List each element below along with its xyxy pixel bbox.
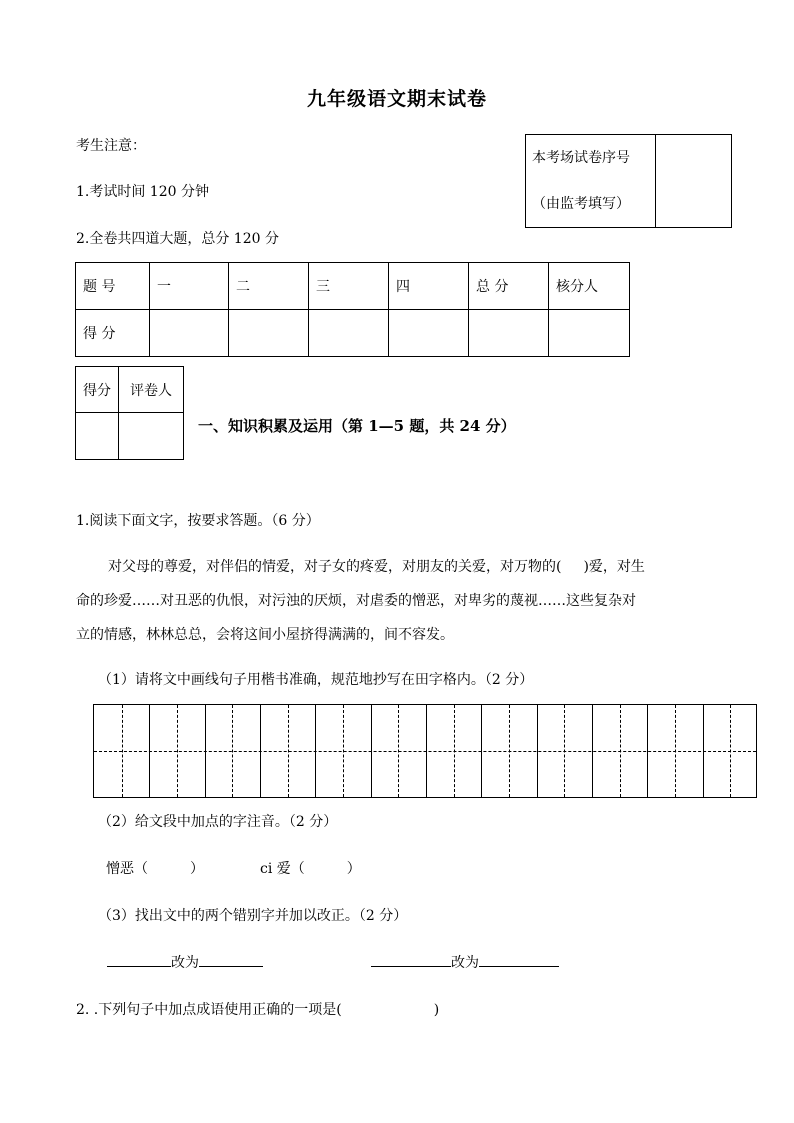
grid-cell-border [537, 705, 538, 797]
score-header-cell: 二 [229, 263, 309, 310]
grid-vertical-dash [232, 705, 233, 797]
score-table [75, 262, 630, 357]
score-cell[interactable] [469, 310, 549, 357]
correction-2-right-blank[interactable] [479, 952, 559, 967]
grader-name-label: 评卷人 [119, 367, 184, 413]
grid-vertical-dash [343, 705, 344, 797]
score-header-cell: 三 [309, 263, 389, 310]
exam-title: 九年级语文期末试卷 [306, 88, 487, 110]
score-cell[interactable] [229, 310, 309, 357]
passage-line-1-text: 对父母的尊爱，对伴侣的情爱，对子女的疼爱，对朋友的关爱，对万物的( [108, 559, 562, 575]
pinyin-item-1-text: 憎恶（ [106, 861, 148, 877]
question-1-prompt: 1.阅读下面文字，按要求答题。（6 分） [76, 513, 320, 529]
seat-number-cell[interactable] [656, 135, 732, 228]
notice-total: 2.全卷共四道大题，总分 120 分 [76, 231, 279, 247]
score-cell[interactable] [150, 310, 229, 357]
section-1-title: 一、知识积累及运用（第 1—5 题，共 24 分） [198, 417, 516, 435]
correction-1-label: 改为 [171, 955, 199, 971]
grid-horizontal-dash [94, 751, 756, 752]
pinyin-item-2-text: ci 爱（ [260, 861, 305, 877]
score-cell[interactable] [549, 310, 630, 357]
grid-cell-border [647, 705, 648, 797]
score-header-cell: 题 号 [76, 263, 150, 310]
score-row-label: 得 分 [76, 310, 150, 357]
pinyin-item-2 [260, 858, 361, 878]
correction-2-wrong-blank[interactable] [371, 952, 451, 967]
sub-question-3: （3）找出文中的两个错别字并加以改正。（2 分） [98, 908, 408, 924]
grader-score-cell[interactable] [76, 413, 119, 460]
passage-line-2: 命的珍爱……对丑恶的仇恨，对污浊的厌烦，对虐委的憎恶，对卑劣的蔑视……这些复杂对 [76, 593, 636, 609]
grid-cell-border [481, 705, 482, 797]
pinyin-item-1-end: ） [190, 861, 204, 877]
sub-question-1: （1）请将文中画线句子用楷书准确，规范地抄写在田字格内。（2 分） [98, 672, 534, 688]
grader-score-label: 得分 [76, 367, 119, 413]
grid-vertical-dash [398, 705, 399, 797]
correction-1-right-blank[interactable] [199, 952, 263, 967]
grid-vertical-dash [454, 705, 455, 797]
seat-number-label-line1: 本考场试卷序号 [532, 150, 630, 166]
score-header-cell: 四 [389, 263, 469, 310]
grid-cell-border [426, 705, 427, 797]
score-cell[interactable] [389, 310, 469, 357]
grid-vertical-dash [122, 705, 123, 797]
notice-time: 1.考试时间 120 分钟 [76, 184, 209, 200]
grid-cell-border [315, 705, 316, 797]
grid-cell-border [592, 705, 593, 797]
correction-2 [371, 952, 559, 972]
passage-line-1-end: )爱，对生 [583, 559, 645, 575]
seat-number-box [525, 134, 732, 228]
correction-2-label: 改为 [451, 955, 479, 971]
grid-cell-border [371, 705, 372, 797]
grid-cell-border [260, 705, 261, 797]
passage-line-3: 立的情感，林林总总，会将这间小屋挤得满满的，间不容发。 [76, 627, 454, 643]
score-header-cell: 核分人 [549, 263, 630, 310]
grid-vertical-dash [730, 705, 731, 797]
grid-vertical-dash [288, 705, 289, 797]
grid-cell-border [149, 705, 150, 797]
question-2-prompt-text: 2. .下列句子中加点成语使用正确的一项是( [76, 1002, 342, 1018]
score-table-score-row [76, 310, 630, 357]
grid-vertical-dash [564, 705, 565, 797]
question-2-prompt [76, 999, 439, 1019]
passage-line-1 [108, 556, 645, 576]
pinyin-item-1 [106, 858, 204, 878]
grid-vertical-dash [675, 705, 676, 797]
score-header-cell: 总 分 [469, 263, 549, 310]
correction-1 [107, 952, 263, 972]
grid-vertical-dash [177, 705, 178, 797]
grader-name-cell[interactable] [119, 413, 184, 460]
tian-character-grid[interactable] [93, 704, 757, 798]
grid-cell-border [205, 705, 206, 797]
seat-number-label [526, 135, 656, 228]
score-header-cell: 一 [150, 263, 229, 310]
seat-number-label-line2: （由监考填写） [532, 196, 630, 212]
score-cell[interactable] [309, 310, 389, 357]
grid-cell-border [703, 705, 704, 797]
score-table-header-row [76, 263, 630, 310]
sub-question-2: （2）给文段中加点的字注音。（2 分） [98, 814, 338, 830]
notice-heading: 考生注意： [76, 138, 146, 154]
pinyin-item-2-end: ） [346, 861, 361, 877]
grid-vertical-dash [620, 705, 621, 797]
correction-1-wrong-blank[interactable] [107, 952, 171, 967]
grid-vertical-dash [509, 705, 510, 797]
grader-box [75, 366, 184, 460]
question-2-prompt-end: ) [433, 1002, 440, 1018]
